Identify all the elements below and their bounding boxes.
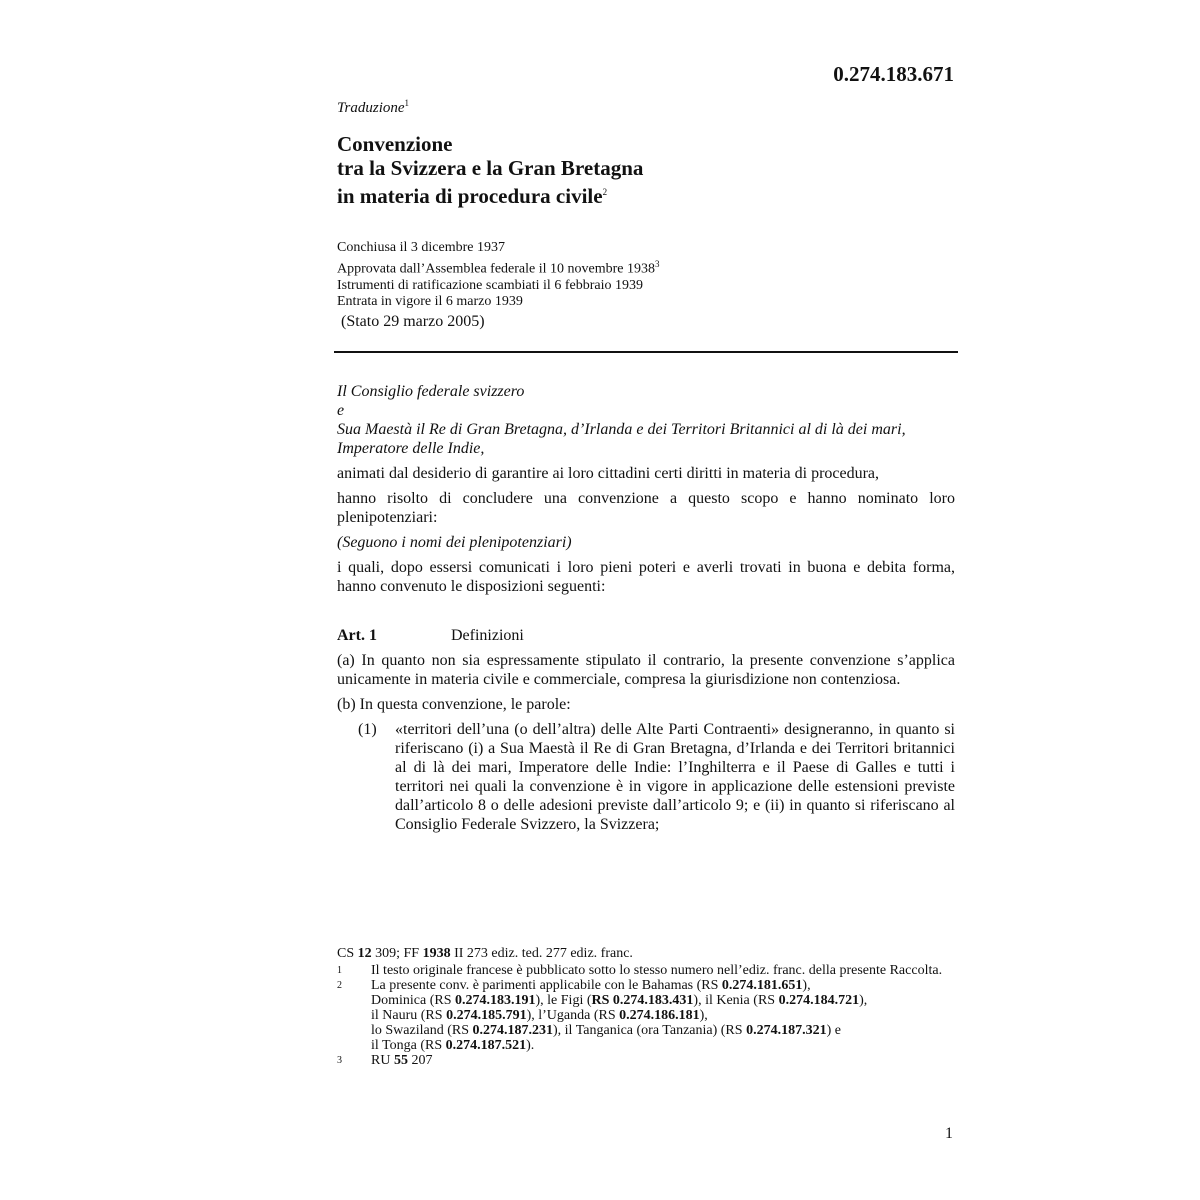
article-1-header [337, 626, 955, 645]
preamble-paragraph-2: hanno risolto di concludere una convenzione a questo scopo e hanno nominato loro plenipotenziari: [337, 490, 955, 526]
footnote-ref-3[interactable]: 3 [655, 259, 660, 269]
title-line-3: in materia di procedura civile$^2$ [337, 184, 608, 208]
article-heading: Definizioni [451, 627, 524, 644]
page-number: 1 [945, 1125, 953, 1142]
item-text: «territori dell’una (o dell’altra) delle Alte Parti Contraenti» designeranno, in quanto si riferiscano (i) a Sua Maestà il Re di Gran Bretagna, d’Irlanda e dei Territori britannici al di là dei mari, Imperatore delle Indie: l’Inghilterra e il Paese di Galles e tutti i territori nei quali la convenzione è in vigore in applicazione delle estensioni previste dall’articolo 8 o delle adesioni previste dall’articolo 9; e (ii) in quanto si riferiscano al Consiglio Federale Svizzero, la Svizzera; [395, 721, 955, 833]
preamble-party-1: Il Consiglio federale svizzero [337, 383, 525, 400]
footnote-number: 1 [337, 965, 342, 976]
footnote-number: 3 [337, 1055, 342, 1066]
footnote-text: Il testo originale francese è pubblicato sotto lo stesso numero nell’ediz. franc. della presente Raccolta. [371, 963, 943, 978]
footnote-ref-1[interactable]: 1 [404, 98, 410, 108]
main-text [337, 382, 955, 834]
article-1-paragraph-b: (b) In questa convenzione, le parole: [337, 696, 571, 713]
footnote-number: 2 [337, 980, 342, 991]
article-1-paragraph-a: (a) In quanto non sia espressamente stipulato il contrario, la presente convenzione s’applica unicamente in materia civile e commerciale, compresa la giurisdizione non contenziosa. [337, 652, 955, 688]
preamble-party-2: Sua Maestà il Re di Gran Bretagna, d’Irlanda e dei Territori Britannici al di là dei mari, Imperatore delle Indie, [337, 421, 906, 457]
source-citation: CS 12 309; FF 1938 II 273 ediz. ted. 277 ediz. franc. [337, 946, 633, 961]
item-label: (1) [358, 721, 377, 738]
date-ratification: Istrumenti di ratificazione scambiati il 6 febbraio 1939 [337, 277, 643, 293]
translation-text: Traduzione [337, 100, 405, 116]
plenipotentiaries-note: (Seguono i nomi dei plenipotenziari) [337, 534, 572, 551]
date-approved: Approvata dall’Assemblea federale il 10 novembre 1938$^3$ [337, 259, 660, 277]
title-line-1: Convenzione [337, 132, 453, 156]
footnote-text: RU 55 207 [371, 1053, 433, 1068]
translation-label [337, 98, 409, 117]
preamble-paragraph-1: animati dal desiderio di garantire ai loro cittadini certi diritti in materia di procedura, [337, 465, 880, 482]
date-concluded: Conchiusa il 3 dicembre 1937 [337, 240, 505, 255]
footnote-2 [337, 978, 957, 1053]
header-divider [334, 351, 958, 353]
preamble-paragraph-3: i quali, dopo essersi comunicati i loro pieni poteri e averli trovati in buona e debita forma, hanno convenuto le disposizioni seguenti: [337, 559, 955, 595]
footnote-ref-2[interactable]: 2 [602, 187, 608, 197]
dates-block [337, 240, 660, 310]
article-1-item-1 [337, 720, 955, 834]
footnotes [337, 946, 957, 1068]
document-number: 0.274.183.671 [833, 62, 954, 86]
footnote-text: La presente conv. è parimenti applicabile con le Bahamas (RS 0.274.181.651), Dominica (RS 0.274.183.191), le Figi (RS 0.274.183.431), il Kenia (RS 0.274.184.721), il Nauru (RS 0.274.185.791), l’Uganda (RS 0.274.186.181), lo Swaziland (RS 0.274.187.231), il Tanganica (ora Tanzania) (RS 0.274.187.321) e il Tonga (RS 0.274.187.521). [371, 978, 868, 1053]
footnote-3 [337, 1053, 957, 1068]
preamble-conjunction: e [337, 402, 345, 419]
document-title [337, 132, 643, 208]
date-in-force: Entrata in vigore il 6 marzo 1939 [337, 293, 523, 309]
article-number: Art. 1 [337, 627, 377, 644]
title-line-2: tra la Svizzera e la Gran Bretagna [337, 156, 644, 180]
footnote-1 [337, 963, 957, 978]
status-date: (Stato 29 marzo 2005) [341, 313, 485, 330]
